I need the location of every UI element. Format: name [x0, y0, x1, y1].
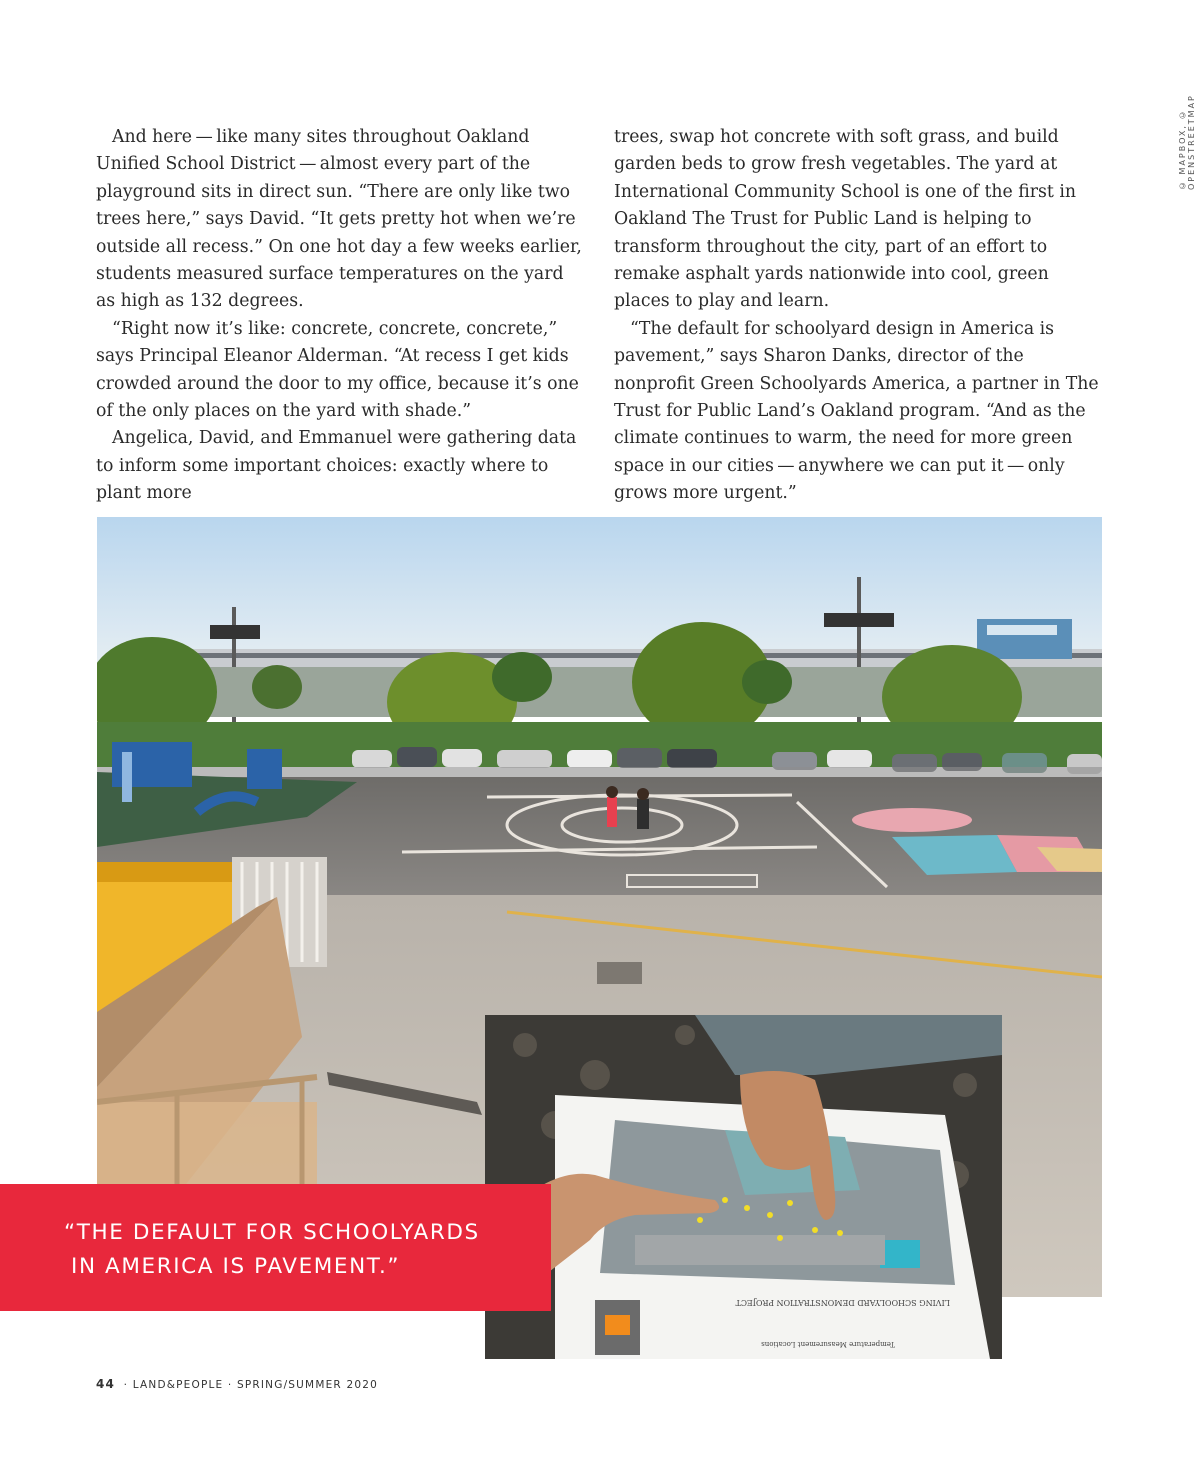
- page-footer: [96, 1377, 378, 1391]
- inset-map-subtitle: Temperature Measurement Locations: [761, 1340, 895, 1348]
- article-paragraph: “Right now it’s like: concrete, concrete, concrete,” says Principal Eleanor Alderman. “At recess I get kids crowded around the door to my office, because it’s one of the only places on the yard with shade.”: [96, 318, 579, 422]
- article-paragraph: Angelica, David, and Emmanuel were gathering data to inform some important choices: exactly where to plant more: [96, 428, 577, 504]
- article-paragraph: And here — like many sites throughout Oakland Unified School District — almost every part of the playground sits in direct sun. “There are only like two trees here,” says David. “It gets pretty hot when we’re outside all recess.” On one hot day a few weeks earlier, students measured surface temperatures on the yard as high as 132 degrees.: [96, 127, 582, 312]
- article-column-right: [614, 124, 1106, 508]
- page-number: 44: [96, 1377, 116, 1391]
- article-paragraph: “The default for schoolyard design in America is pavement,” says Sharon Danks, director of the nonprofit Green Schoolyards America, a partner in The Trust for Public Land’s Oakland program. “And as the climate continues to warm, the need for more green space in our cities — anywhere we can put it — only grows more urgent.”: [614, 318, 1099, 504]
- inset-map-title: LIVING SCHOOLYARD DEMONSTRATION PROJECT: [735, 1298, 950, 1307]
- publication-name: · LAND&PEOPLE · SPRING/SUMMER 2020: [123, 1379, 378, 1391]
- pull-quote-line: IN AMERICA IS PAVEMENT.”: [71, 1254, 401, 1279]
- map-inset-photo: [485, 1015, 1002, 1359]
- photo-credit: © MAPBOX, © OPENSTREETMAP: [1178, 94, 1196, 190]
- pull-quote-line: “THE DEFAULT FOR SCHOOLYARDS: [64, 1220, 480, 1245]
- article-paragraph: trees, swap hot concrete with soft grass, and build garden beds to grow fresh vegetables. The yard at International Community School is one of the first in Oakland The Trust for Public Land is helping to transform throughout the city, part of an effort to remake asphalt yards nationwide into cool, green places to play and learn.: [614, 127, 1076, 312]
- pull-quote: [0, 1184, 551, 1311]
- article-column-left: [96, 124, 586, 508]
